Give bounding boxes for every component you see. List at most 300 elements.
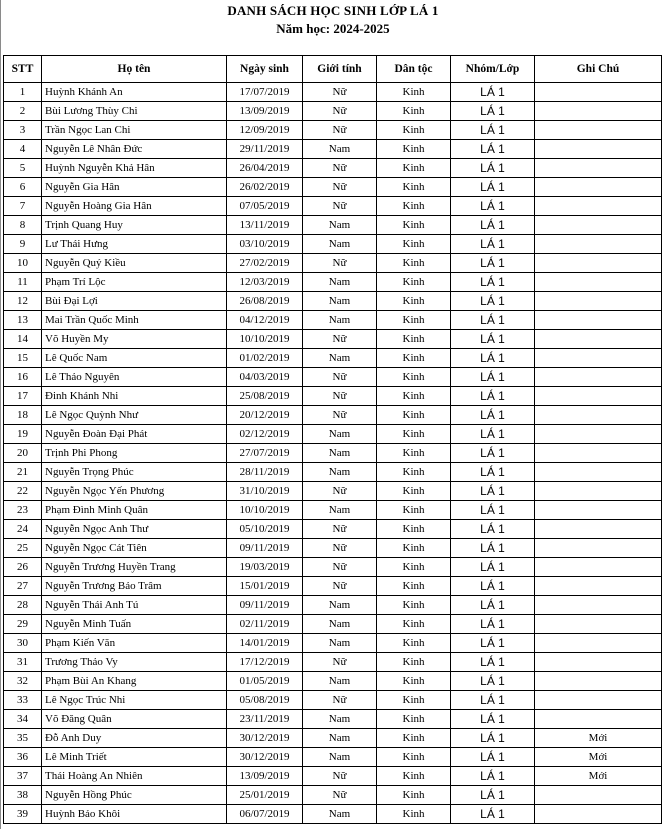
cell-ethnicity: Kinh	[377, 444, 451, 463]
cell-date-of-birth: 05/08/2019	[227, 691, 303, 710]
cell-note	[535, 311, 662, 330]
cell-gender: Nam	[303, 729, 377, 748]
cell-gender: Nam	[303, 634, 377, 653]
cell-class: LÁ 1	[451, 216, 535, 235]
cell-class: LÁ 1	[451, 691, 535, 710]
cell-full-name: Nguyễn Gia Hân	[42, 178, 227, 197]
cell-gender: Nam	[303, 311, 377, 330]
cell-note: Mới	[535, 748, 662, 767]
cell-ethnicity: Kinh	[377, 653, 451, 672]
cell-date-of-birth: 02/12/2019	[227, 425, 303, 444]
cell-note	[535, 672, 662, 691]
cell-note	[535, 406, 662, 425]
cell-class: LÁ 1	[451, 634, 535, 653]
cell-ethnicity: Kinh	[377, 349, 451, 368]
cell-gender: Nữ	[303, 558, 377, 577]
cell-class: LÁ 1	[451, 558, 535, 577]
cell-full-name: Trịnh Phi Phong	[42, 444, 227, 463]
cell-note: Mới	[535, 729, 662, 748]
cell-gender: Nam	[303, 805, 377, 824]
cell-note	[535, 330, 662, 349]
cell-date-of-birth: 20/12/2019	[227, 406, 303, 425]
cell-ethnicity: Kinh	[377, 197, 451, 216]
cell-class: LÁ 1	[451, 330, 535, 349]
cell-ethnicity: Kinh	[377, 691, 451, 710]
table-row	[4, 444, 662, 463]
cell-full-name: Phạm Kiến Văn	[42, 634, 227, 653]
cell-stt: 24	[4, 520, 42, 539]
cell-full-name: Nguyễn Đoàn Đại Phát	[42, 425, 227, 444]
cell-stt: 3	[4, 121, 42, 140]
cell-date-of-birth: 17/12/2019	[227, 653, 303, 672]
header-ethnicity: Dân tộc	[377, 56, 451, 83]
cell-gender: Nam	[303, 501, 377, 520]
cell-date-of-birth: 25/01/2019	[227, 786, 303, 805]
table-header-row	[4, 56, 662, 83]
cell-note	[535, 178, 662, 197]
cell-full-name: Đỗ Anh Duy	[42, 729, 227, 748]
table-row	[4, 140, 662, 159]
table-row	[4, 463, 662, 482]
cell-note	[535, 121, 662, 140]
cell-stt: 12	[4, 292, 42, 311]
cell-full-name: Trịnh Quang Huy	[42, 216, 227, 235]
table-row	[4, 482, 662, 501]
cell-note	[535, 577, 662, 596]
cell-ethnicity: Kinh	[377, 387, 451, 406]
cell-class: LÁ 1	[451, 406, 535, 425]
cell-date-of-birth: 07/05/2019	[227, 197, 303, 216]
cell-class: LÁ 1	[451, 482, 535, 501]
cell-ethnicity: Kinh	[377, 159, 451, 178]
cell-date-of-birth: 04/03/2019	[227, 368, 303, 387]
cell-full-name: Đinh Khánh Nhi	[42, 387, 227, 406]
header-date-of-birth: Ngày sinh	[227, 56, 303, 83]
cell-class: LÁ 1	[451, 805, 535, 824]
cell-gender: Nữ	[303, 197, 377, 216]
cell-class: LÁ 1	[451, 539, 535, 558]
cell-date-of-birth: 01/05/2019	[227, 672, 303, 691]
cell-class: LÁ 1	[451, 292, 535, 311]
table-row	[4, 596, 662, 615]
cell-stt: 16	[4, 368, 42, 387]
table-row	[4, 786, 662, 805]
table-row	[4, 102, 662, 121]
cell-gender: Nam	[303, 463, 377, 482]
cell-note	[535, 558, 662, 577]
cell-stt: 33	[4, 691, 42, 710]
cell-class: LÁ 1	[451, 463, 535, 482]
cell-ethnicity: Kinh	[377, 83, 451, 102]
table-row	[4, 805, 662, 824]
table-row	[4, 425, 662, 444]
cell-stt: 39	[4, 805, 42, 824]
cell-stt: 6	[4, 178, 42, 197]
table-row	[4, 349, 662, 368]
cell-stt: 7	[4, 197, 42, 216]
cell-class: LÁ 1	[451, 197, 535, 216]
cell-ethnicity: Kinh	[377, 406, 451, 425]
cell-full-name: Nguyễn Trọng Phúc	[42, 463, 227, 482]
table-row	[4, 520, 662, 539]
table-row	[4, 710, 662, 729]
cell-note	[535, 539, 662, 558]
cell-stt: 13	[4, 311, 42, 330]
cell-date-of-birth: 14/01/2019	[227, 634, 303, 653]
cell-ethnicity: Kinh	[377, 368, 451, 387]
cell-class: LÁ 1	[451, 102, 535, 121]
cell-full-name: Phạm Bùi An Khang	[42, 672, 227, 691]
cell-date-of-birth: 13/11/2019	[227, 216, 303, 235]
cell-gender: Nam	[303, 710, 377, 729]
cell-full-name: Võ Đăng Quân	[42, 710, 227, 729]
cell-date-of-birth: 06/07/2019	[227, 805, 303, 824]
cell-gender: Nam	[303, 444, 377, 463]
cell-stt: 29	[4, 615, 42, 634]
cell-full-name: Huỳnh Bảo Khôi	[42, 805, 227, 824]
cell-gender: Nữ	[303, 786, 377, 805]
table-row	[4, 330, 662, 349]
cell-date-of-birth: 31/10/2019	[227, 482, 303, 501]
cell-stt: 9	[4, 235, 42, 254]
cell-stt: 31	[4, 653, 42, 672]
cell-date-of-birth: 04/12/2019	[227, 311, 303, 330]
cell-ethnicity: Kinh	[377, 634, 451, 653]
cell-gender: Nữ	[303, 83, 377, 102]
cell-stt: 11	[4, 273, 42, 292]
cell-date-of-birth: 28/11/2019	[227, 463, 303, 482]
cell-class: LÁ 1	[451, 311, 535, 330]
cell-note	[535, 102, 662, 121]
cell-full-name: Bùi Lương Thùy Chi	[42, 102, 227, 121]
cell-gender: Nữ	[303, 254, 377, 273]
cell-stt: 19	[4, 425, 42, 444]
cell-class: LÁ 1	[451, 653, 535, 672]
cell-date-of-birth: 10/10/2019	[227, 330, 303, 349]
cell-gender: Nam	[303, 748, 377, 767]
cell-date-of-birth: 25/08/2019	[227, 387, 303, 406]
cell-stt: 4	[4, 140, 42, 159]
cell-full-name: Phạm Đình Minh Quân	[42, 501, 227, 520]
header-full-name: Họ tên	[42, 56, 227, 83]
cell-date-of-birth: 02/11/2019	[227, 615, 303, 634]
cell-gender: Nữ	[303, 330, 377, 349]
cell-stt: 21	[4, 463, 42, 482]
cell-date-of-birth: 17/07/2019	[227, 83, 303, 102]
cell-ethnicity: Kinh	[377, 273, 451, 292]
cell-stt: 10	[4, 254, 42, 273]
cell-stt: 8	[4, 216, 42, 235]
cell-note	[535, 634, 662, 653]
cell-date-of-birth: 29/11/2019	[227, 140, 303, 159]
header-gender: Giới tính	[303, 56, 377, 83]
cell-stt: 27	[4, 577, 42, 596]
cell-note	[535, 387, 662, 406]
cell-date-of-birth: 13/09/2019	[227, 767, 303, 786]
cell-stt: 36	[4, 748, 42, 767]
cell-class: LÁ 1	[451, 596, 535, 615]
table-row	[4, 406, 662, 425]
cell-note	[535, 805, 662, 824]
cell-full-name: Thái Hoàng An Nhiên	[42, 767, 227, 786]
cell-note	[535, 197, 662, 216]
cell-note	[535, 691, 662, 710]
cell-note	[535, 349, 662, 368]
cell-full-name: Nguyễn Trương Bảo Trâm	[42, 577, 227, 596]
page-edge	[0, 0, 1, 829]
cell-gender: Nữ	[303, 159, 377, 178]
cell-note	[535, 653, 662, 672]
cell-date-of-birth: 09/11/2019	[227, 539, 303, 558]
table-row	[4, 748, 662, 767]
table-body	[4, 83, 662, 824]
cell-class: LÁ 1	[451, 729, 535, 748]
cell-note	[535, 501, 662, 520]
cell-ethnicity: Kinh	[377, 520, 451, 539]
header-stt: STT	[4, 56, 42, 83]
cell-date-of-birth: 15/01/2019	[227, 577, 303, 596]
cell-full-name: Nguyễn Ngọc Yến Phương	[42, 482, 227, 501]
cell-stt: 17	[4, 387, 42, 406]
cell-ethnicity: Kinh	[377, 786, 451, 805]
cell-ethnicity: Kinh	[377, 539, 451, 558]
cell-stt: 23	[4, 501, 42, 520]
cell-class: LÁ 1	[451, 235, 535, 254]
cell-ethnicity: Kinh	[377, 121, 451, 140]
header-class: Nhóm/Lớp	[451, 56, 535, 83]
table-row	[4, 653, 662, 672]
cell-ethnicity: Kinh	[377, 178, 451, 197]
cell-full-name: Trương Thảo Vy	[42, 653, 227, 672]
cell-ethnicity: Kinh	[377, 140, 451, 159]
cell-note	[535, 444, 662, 463]
cell-stt: 18	[4, 406, 42, 425]
cell-note	[535, 786, 662, 805]
cell-gender: Nam	[303, 425, 377, 444]
cell-note	[535, 216, 662, 235]
cell-full-name: Lư Thái Hưng	[42, 235, 227, 254]
cell-gender: Nữ	[303, 520, 377, 539]
cell-gender: Nam	[303, 672, 377, 691]
cell-note	[535, 596, 662, 615]
cell-ethnicity: Kinh	[377, 311, 451, 330]
cell-class: LÁ 1	[451, 349, 535, 368]
cell-stt: 2	[4, 102, 42, 121]
cell-full-name: Nguyễn Hồng Phúc	[42, 786, 227, 805]
cell-class: LÁ 1	[451, 672, 535, 691]
header-note: Ghi Chú	[535, 56, 662, 83]
table-row	[4, 121, 662, 140]
cell-full-name: Nguyễn Lê Nhân Đức	[42, 140, 227, 159]
student-list-table	[3, 55, 662, 824]
table-row	[4, 83, 662, 102]
table-row	[4, 311, 662, 330]
table-row	[4, 368, 662, 387]
cell-date-of-birth: 26/04/2019	[227, 159, 303, 178]
cell-stt: 20	[4, 444, 42, 463]
cell-gender: Nữ	[303, 406, 377, 425]
table-row	[4, 273, 662, 292]
cell-full-name: Nguyễn Hoàng Gia Hân	[42, 197, 227, 216]
cell-ethnicity: Kinh	[377, 501, 451, 520]
cell-ethnicity: Kinh	[377, 596, 451, 615]
cell-date-of-birth: 27/07/2019	[227, 444, 303, 463]
cell-full-name: Nguyễn Minh Tuấn	[42, 615, 227, 634]
cell-ethnicity: Kinh	[377, 425, 451, 444]
cell-class: LÁ 1	[451, 83, 535, 102]
cell-gender: Nữ	[303, 653, 377, 672]
cell-class: LÁ 1	[451, 577, 535, 596]
cell-date-of-birth: 23/11/2019	[227, 710, 303, 729]
cell-date-of-birth: 19/03/2019	[227, 558, 303, 577]
table-row	[4, 254, 662, 273]
cell-class: LÁ 1	[451, 254, 535, 273]
cell-gender: Nam	[303, 140, 377, 159]
cell-stt: 30	[4, 634, 42, 653]
cell-gender: Nữ	[303, 102, 377, 121]
cell-gender: Nam	[303, 273, 377, 292]
cell-stt: 35	[4, 729, 42, 748]
table-row	[4, 767, 662, 786]
cell-ethnicity: Kinh	[377, 482, 451, 501]
table-row	[4, 178, 662, 197]
cell-note: Mới	[535, 767, 662, 786]
cell-full-name: Nguyễn Ngọc Anh Thư	[42, 520, 227, 539]
cell-note	[535, 425, 662, 444]
cell-date-of-birth: 13/09/2019	[227, 102, 303, 121]
cell-ethnicity: Kinh	[377, 710, 451, 729]
cell-date-of-birth: 27/02/2019	[227, 254, 303, 273]
cell-note	[535, 463, 662, 482]
cell-full-name: Trần Ngọc Lan Chi	[42, 121, 227, 140]
cell-full-name: Nguyễn Quý Kiều	[42, 254, 227, 273]
cell-note	[535, 292, 662, 311]
cell-ethnicity: Kinh	[377, 748, 451, 767]
cell-note	[535, 235, 662, 254]
cell-full-name: Nguyễn Trương Huyền Trang	[42, 558, 227, 577]
cell-stt: 34	[4, 710, 42, 729]
cell-date-of-birth: 30/12/2019	[227, 729, 303, 748]
cell-gender: Nam	[303, 349, 377, 368]
cell-ethnicity: Kinh	[377, 729, 451, 748]
cell-stt: 15	[4, 349, 42, 368]
cell-gender: Nam	[303, 292, 377, 311]
cell-full-name: Lê Ngọc Quỳnh Như	[42, 406, 227, 425]
cell-ethnicity: Kinh	[377, 463, 451, 482]
cell-stt: 38	[4, 786, 42, 805]
table-row	[4, 501, 662, 520]
cell-full-name: Huỳnh Khánh An	[42, 83, 227, 102]
cell-full-name: Nguyễn Ngọc Cát Tiên	[42, 539, 227, 558]
cell-class: LÁ 1	[451, 444, 535, 463]
cell-date-of-birth: 26/08/2019	[227, 292, 303, 311]
table-row	[4, 577, 662, 596]
cell-class: LÁ 1	[451, 748, 535, 767]
cell-ethnicity: Kinh	[377, 767, 451, 786]
cell-ethnicity: Kinh	[377, 558, 451, 577]
cell-full-name: Nguyễn Thái Anh Tú	[42, 596, 227, 615]
cell-gender: Nữ	[303, 767, 377, 786]
cell-note	[535, 520, 662, 539]
cell-stt: 28	[4, 596, 42, 615]
table-row	[4, 292, 662, 311]
cell-date-of-birth: 26/02/2019	[227, 178, 303, 197]
cell-stt: 32	[4, 672, 42, 691]
cell-note	[535, 140, 662, 159]
cell-gender: Nam	[303, 596, 377, 615]
cell-ethnicity: Kinh	[377, 102, 451, 121]
cell-date-of-birth: 12/09/2019	[227, 121, 303, 140]
cell-gender: Nữ	[303, 368, 377, 387]
cell-class: LÁ 1	[451, 710, 535, 729]
cell-ethnicity: Kinh	[377, 577, 451, 596]
cell-ethnicity: Kinh	[377, 330, 451, 349]
cell-class: LÁ 1	[451, 273, 535, 292]
cell-date-of-birth: 03/10/2019	[227, 235, 303, 254]
table-row	[4, 615, 662, 634]
document-title: DANH SÁCH HỌC SINH LỚP LÁ 1	[227, 3, 439, 18]
table-row	[4, 159, 662, 178]
table-row	[4, 197, 662, 216]
cell-full-name: Mai Trần Quốc Minh	[42, 311, 227, 330]
cell-class: LÁ 1	[451, 178, 535, 197]
cell-note	[535, 710, 662, 729]
cell-ethnicity: Kinh	[377, 672, 451, 691]
cell-stt: 37	[4, 767, 42, 786]
cell-class: LÁ 1	[451, 425, 535, 444]
cell-ethnicity: Kinh	[377, 805, 451, 824]
table-row	[4, 729, 662, 748]
cell-stt: 5	[4, 159, 42, 178]
cell-class: LÁ 1	[451, 767, 535, 786]
cell-full-name: Võ Huyền My	[42, 330, 227, 349]
cell-full-name: Lê Thảo Nguyên	[42, 368, 227, 387]
table-row	[4, 539, 662, 558]
cell-date-of-birth: 01/02/2019	[227, 349, 303, 368]
cell-class: LÁ 1	[451, 501, 535, 520]
cell-note	[535, 273, 662, 292]
cell-gender: Nữ	[303, 387, 377, 406]
cell-gender: Nữ	[303, 482, 377, 501]
cell-date-of-birth: 10/10/2019	[227, 501, 303, 520]
table-row	[4, 558, 662, 577]
cell-note	[535, 615, 662, 634]
cell-ethnicity: Kinh	[377, 292, 451, 311]
cell-class: LÁ 1	[451, 368, 535, 387]
cell-full-name: Bùi Đại Lợi	[42, 292, 227, 311]
cell-full-name: Huỳnh Nguyễn Khả Hân	[42, 159, 227, 178]
cell-full-name: Phạm Trí Lộc	[42, 273, 227, 292]
table-row	[4, 634, 662, 653]
cell-note	[535, 368, 662, 387]
cell-full-name: Lê Ngọc Trúc Nhi	[42, 691, 227, 710]
table-row	[4, 235, 662, 254]
cell-ethnicity: Kinh	[377, 254, 451, 273]
cell-stt: 14	[4, 330, 42, 349]
cell-gender: Nữ	[303, 121, 377, 140]
table-row	[4, 387, 662, 406]
cell-note	[535, 159, 662, 178]
table-row	[4, 672, 662, 691]
cell-note	[535, 83, 662, 102]
cell-gender: Nữ	[303, 178, 377, 197]
cell-gender: Nữ	[303, 577, 377, 596]
cell-class: LÁ 1	[451, 140, 535, 159]
document-subtitle: Năm học: 2024-2025	[276, 21, 390, 36]
cell-gender: Nam	[303, 235, 377, 254]
cell-ethnicity: Kinh	[377, 235, 451, 254]
table-row	[4, 216, 662, 235]
